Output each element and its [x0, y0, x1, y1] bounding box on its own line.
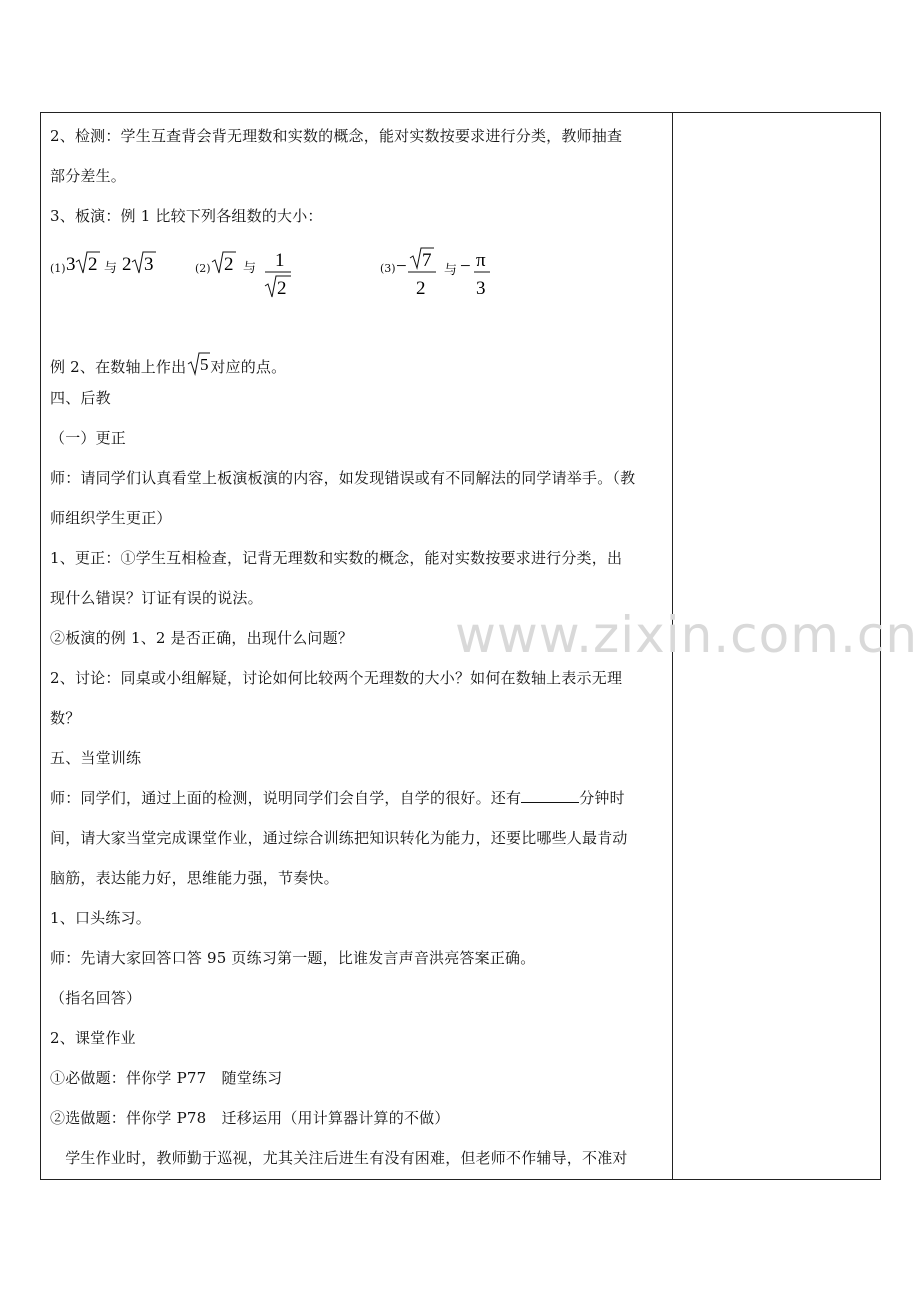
- text-line: （指名回答）: [50, 989, 142, 1007]
- text-line: ②选做题：伴你学 P78 迁移运用（用计算器计算的不做）: [50, 1109, 450, 1127]
- svg-text:5: 5: [200, 355, 210, 374]
- svg-text:2: 2: [277, 278, 287, 299]
- svg-text:−: −: [396, 256, 407, 277]
- text-line: 学生作业时，教师勤于巡视，尤其关注后进生有没有困难，但老师不作辅导，不准对: [50, 1149, 628, 1167]
- svg-text:2: 2: [224, 254, 234, 275]
- svg-text:2: 2: [88, 254, 98, 275]
- text-line: ①必做题：伴你学 P77 随堂练习: [50, 1069, 283, 1087]
- section-heading: 五、当堂训练: [50, 749, 142, 767]
- text-line: 数？: [50, 709, 81, 727]
- text-line: 师组织学生更正）: [50, 509, 172, 527]
- watermark: www.zixin.com.cn: [455, 606, 919, 664]
- text-line: 间，请大家当堂完成课堂作业，通过综合训练把知识转化为能力，还要比哪些人最肯动: [50, 829, 628, 847]
- math-expression-3: [396, 246, 516, 300]
- svg-text:与: 与: [444, 262, 458, 277]
- text-line: ②板演的例 1、2 是否正确，出现什么问题？: [50, 629, 354, 647]
- text-line: 3、板演：例 1 比较下列各组数的大小：: [50, 207, 323, 225]
- svg-text:1: 1: [275, 250, 285, 271]
- text-line: 2、课堂作业: [50, 1029, 136, 1047]
- svg-text:与: 与: [104, 260, 118, 275]
- text-line: 师：先请大家回答口答 95 页练习第一题，比谁发言声音洪亮答案正确。: [50, 949, 536, 967]
- text-line: 2、检测：学生互查背会背无理数和实数的概念，能对实数按要求进行分类，教师抽查: [50, 127, 623, 145]
- svg-text:3: 3: [66, 254, 76, 275]
- math-expression-2: [211, 246, 311, 300]
- text-line: 例 2、在数轴上作出 5 对应的点。: [50, 350, 286, 377]
- svg-text:与: 与: [243, 260, 257, 275]
- svg-text:3: 3: [144, 254, 154, 275]
- fill-blank: [521, 788, 579, 803]
- text-line: 师：同学们，通过上面的检测，说明同学们会自学，自学的很好。还有 分钟时: [50, 789, 625, 807]
- svg-text:2: 2: [122, 254, 132, 275]
- text-line: 现什么错误？订证有误的说法。: [50, 589, 263, 607]
- svg-text:3: 3: [476, 278, 486, 299]
- text-line: 2、讨论：同桌或小组解疑，讨论如何比较两个无理数的大小？如何在数轴上表示无理: [50, 669, 623, 687]
- svg-text:−: −: [460, 256, 471, 277]
- math-expression-1: [64, 246, 164, 286]
- svg-text:π: π: [476, 250, 486, 271]
- svg-text:7: 7: [422, 250, 432, 271]
- text-line: 1、口头练习。: [50, 909, 151, 927]
- text-line: 师：请同学们认真看堂上板演板演的内容，如发现错误或有不同解法的同学请举手。（教: [50, 469, 636, 487]
- text-line: 1、更正：①学生互相检查，记背无理数和实数的概念，能对实数按要求进行分类，出: [50, 549, 623, 567]
- section-heading: 四、后教: [50, 389, 111, 407]
- example-1-expressions: (1) 3 2 与 2 3 (2) 2 与 1 2 (3) − 7 2 与 − π 3: [50, 246, 665, 300]
- subsection-heading: （一）更正: [50, 429, 127, 447]
- text-line: 脑筋，表达能力好，思维能力强，节奏快。: [50, 869, 339, 887]
- text-line: 部分差生。: [50, 167, 127, 185]
- sqrt5-expression: [186, 350, 210, 376]
- svg-text:2: 2: [416, 278, 426, 299]
